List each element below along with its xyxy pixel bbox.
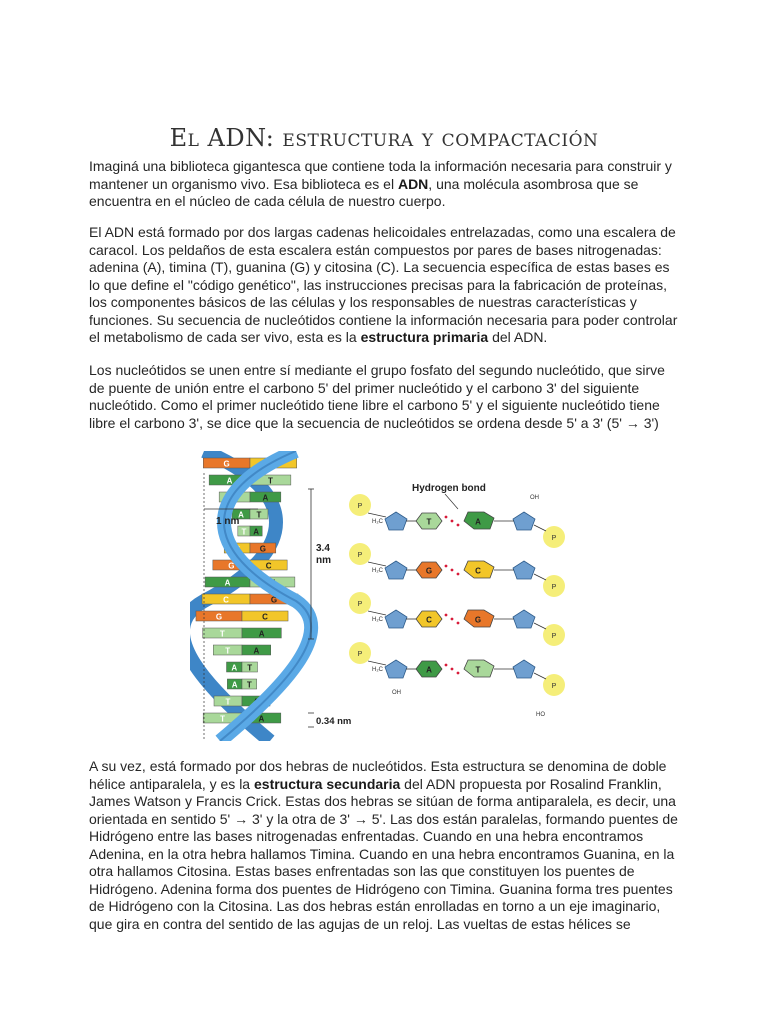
rung-left-letter: T bbox=[225, 697, 231, 707]
hydrogen-bond-dot bbox=[445, 565, 448, 568]
rung-right-letter: A bbox=[258, 714, 265, 724]
hydrogen-bond-dot bbox=[445, 516, 448, 519]
rung-left-letter: T bbox=[220, 714, 226, 724]
sugar-right bbox=[513, 610, 535, 628]
rung-left-letter: C bbox=[223, 595, 229, 605]
backbone-bond bbox=[368, 611, 386, 615]
backbone-bond bbox=[368, 661, 386, 665]
rung-right-letter: A bbox=[253, 527, 259, 537]
rung-right-letter: A bbox=[253, 697, 259, 707]
rise-label: 0.34 nm bbox=[316, 716, 352, 727]
dna-figure bbox=[190, 451, 590, 741]
h2c-label: H₂C bbox=[372, 617, 383, 623]
paragraph-text: del ADN propuesta por Rosalind Franklin, James Watson y Francis Crick. Estas dos hebras se sitúan de forma antiparalela, es decir, una orientada en sentido 5' → 3' y la otra de 3' → 5'. Las dos están paralelas, formando puentes de Hidrógeno entre las bases nitrogenadas enfrentadas. Cuando en una hebra encontramos Adenina, en la otra hebra hallamos Timina. Cuando en una hebra encontramos Guanina, en la otra hallamos Citosina. Estas bases enfrentadas son las que constituyen los puentes de Hidrógeno. Adenina forma dos puentes de Hidrógeno con Timina. Guanina forma tres puentes de Hidrógeno con la Citosina. Las dos hebras están enrolladas en torno a un eje imaginario, que gira en contra del sentido de las agujas de un reloj. Las vueltas de estas hélices se bbox=[89, 775, 678, 932]
bold-term: estructura primaria bbox=[360, 329, 489, 345]
dna-illustration bbox=[190, 451, 590, 741]
base-pairs bbox=[349, 494, 565, 718]
rung-right-letter: T bbox=[246, 680, 252, 690]
paragraph-nucleotide-bonds: Los nucleótidos se unen entre sí mediante el grupo fosfato del segundo nucleótido, que sirve de puente de unión entre el carbono 5' del primer nucleótido y el carbono 3' del siguiente nucleótido. Como el primer nucleótido tiene libre el carbono 5' y el siguiente nucleótido tiene libre el carbono 3', se dice que la secuencia de nucleótidos se ordena desde 5' a 3' (5' → 3') bbox=[89, 362, 665, 431]
oh-label: OH bbox=[530, 495, 539, 501]
backbone-bond bbox=[534, 574, 546, 580]
sugar-left bbox=[385, 512, 407, 530]
rung-right-letter: C bbox=[270, 459, 277, 469]
oh-label: OH bbox=[392, 690, 401, 696]
base-pair-diagram bbox=[349, 483, 565, 718]
rung-left-letter: G bbox=[228, 561, 235, 571]
rung-left-letter: A bbox=[226, 476, 233, 486]
rung-left-letter: G bbox=[223, 459, 230, 469]
rung-right-letter: A bbox=[262, 493, 269, 503]
rung-left-letter: T bbox=[219, 629, 225, 639]
base-left-letter: G bbox=[425, 566, 433, 576]
base-right-letter: A bbox=[475, 517, 481, 527]
backbone-bond bbox=[368, 513, 386, 517]
backbone-bond bbox=[368, 562, 386, 566]
width-label: 1 nm bbox=[216, 516, 240, 527]
ho-label: HO bbox=[536, 712, 545, 718]
hydrogen-bond-dot bbox=[451, 668, 454, 671]
sugar-right bbox=[513, 512, 535, 530]
paragraph-primary-structure bbox=[89, 224, 681, 347]
hydrogen-bond-title: Hydrogen bond bbox=[412, 483, 486, 494]
pitch-unit-label: nm bbox=[316, 555, 331, 566]
backbone-bond bbox=[534, 623, 546, 629]
rung-right-letter: G bbox=[259, 544, 267, 554]
rung-left-letter: A bbox=[224, 578, 231, 588]
paragraph-text: del ADN. bbox=[488, 329, 548, 345]
rung-left-letter: A bbox=[238, 510, 244, 520]
hydrogen-bond-dot bbox=[451, 618, 454, 621]
base-left-letter: C bbox=[426, 615, 432, 625]
phosphate-label: P bbox=[357, 651, 363, 658]
backbone-bond bbox=[534, 525, 546, 531]
h2c-label: H₂C bbox=[372, 519, 383, 525]
rung-right-letter: T bbox=[247, 663, 253, 673]
hydrogen-bond-dot bbox=[451, 520, 454, 523]
phosphate-label: P bbox=[551, 535, 557, 542]
hydrogen-bond-dot bbox=[457, 622, 460, 625]
rung-left-letter: A bbox=[231, 663, 238, 673]
rung-left-letter: G bbox=[215, 612, 223, 622]
rung-right-letter: A bbox=[253, 646, 260, 656]
base-right-letter: G bbox=[474, 615, 482, 625]
paragraph-text: , una molécula asombrosa que se encuentra en el núcleo de cada célula de nuestro cuerpo. bbox=[89, 175, 639, 209]
hydrogen-bond-dot bbox=[451, 569, 454, 572]
rung-right-letter: C bbox=[262, 612, 268, 622]
paragraph-text: El ADN está formado por dos largas cadenas helicoidales entrelazadas, como una escalera de caracol. Los peldaños de esta escalera están compuestos por pares de bases nitrogenadas: adenina (A), timina (T), guanina (G) y citosina (C). La secuencia específica de estas bases es lo que define el "código genético", las instrucciones precisas para la fabricación de proteínas, los componentes básicos de las células y los responsables de nuestras características y funciones. Su secuencia de nucleótidos contiene la información necesaria para poder controlar el metabolismo de cada ser vivo, esta es la bbox=[89, 224, 678, 345]
phosphate-label: P bbox=[357, 503, 363, 510]
h2c-label: H₂C bbox=[372, 568, 383, 574]
hydrogen-bond-dot bbox=[445, 614, 448, 617]
base-left-letter: A bbox=[426, 665, 432, 675]
rung-left-letter: A bbox=[231, 680, 238, 690]
rung-left-letter: C bbox=[234, 544, 240, 554]
paragraph-text: Imaginá una biblioteca gigantesca que contiene toda la información necesaria para construir y mantener un organismo vivo. Esa biblioteca es el bbox=[89, 158, 672, 192]
base-right-letter: C bbox=[475, 566, 481, 576]
hydrogen-bond-dot bbox=[457, 672, 460, 675]
hydrogen-bond-pointer bbox=[445, 494, 458, 509]
base-right-letter: T bbox=[475, 665, 481, 675]
rung-right-letter: C bbox=[265, 561, 272, 571]
sugar-left bbox=[385, 561, 407, 579]
sugar-right bbox=[513, 561, 535, 579]
rung-right-letter: A bbox=[258, 629, 265, 639]
sugar-left bbox=[385, 660, 407, 678]
rung-right-letter: T bbox=[256, 510, 262, 520]
rung-left-letter: T bbox=[232, 493, 238, 503]
rung-right-letter: G bbox=[270, 595, 278, 605]
bold-term: estructura secundaria bbox=[254, 775, 401, 792]
paragraph-intro bbox=[89, 158, 681, 211]
hydrogen-bond-dot bbox=[457, 573, 460, 576]
phosphate-label: P bbox=[551, 683, 557, 690]
pitch-value-label: 3.4 bbox=[316, 543, 330, 554]
sugar-left bbox=[385, 610, 407, 628]
double-helix bbox=[190, 451, 351, 741]
backbone-bond bbox=[534, 673, 546, 679]
hydrogen-bond-dot bbox=[445, 664, 448, 667]
hydrogen-bond-dot bbox=[457, 524, 460, 527]
bold-term: ADN bbox=[397, 175, 429, 192]
paragraph-secondary-structure bbox=[89, 758, 681, 933]
document-title: El ADN: estructura y compactación bbox=[169, 124, 599, 153]
rung-right-letter: T bbox=[267, 476, 273, 486]
rung-right-letter: T bbox=[269, 578, 275, 588]
rung-left-letter: T bbox=[241, 527, 247, 537]
sugar-right bbox=[513, 660, 535, 678]
phosphate-label: P bbox=[357, 601, 363, 608]
phosphate-label: P bbox=[551, 633, 557, 640]
h2c-label: H₂C bbox=[372, 667, 383, 673]
base-left-letter: T bbox=[426, 517, 432, 527]
phosphate-label: P bbox=[551, 584, 557, 591]
paragraph-text: A su vez, está formado por dos hebras de nucleótidos. Esta estructura se denomina de doble hélice antiparalela, y es la bbox=[89, 758, 667, 792]
phosphate-label: P bbox=[357, 552, 363, 559]
rung-left-letter: T bbox=[225, 646, 231, 656]
